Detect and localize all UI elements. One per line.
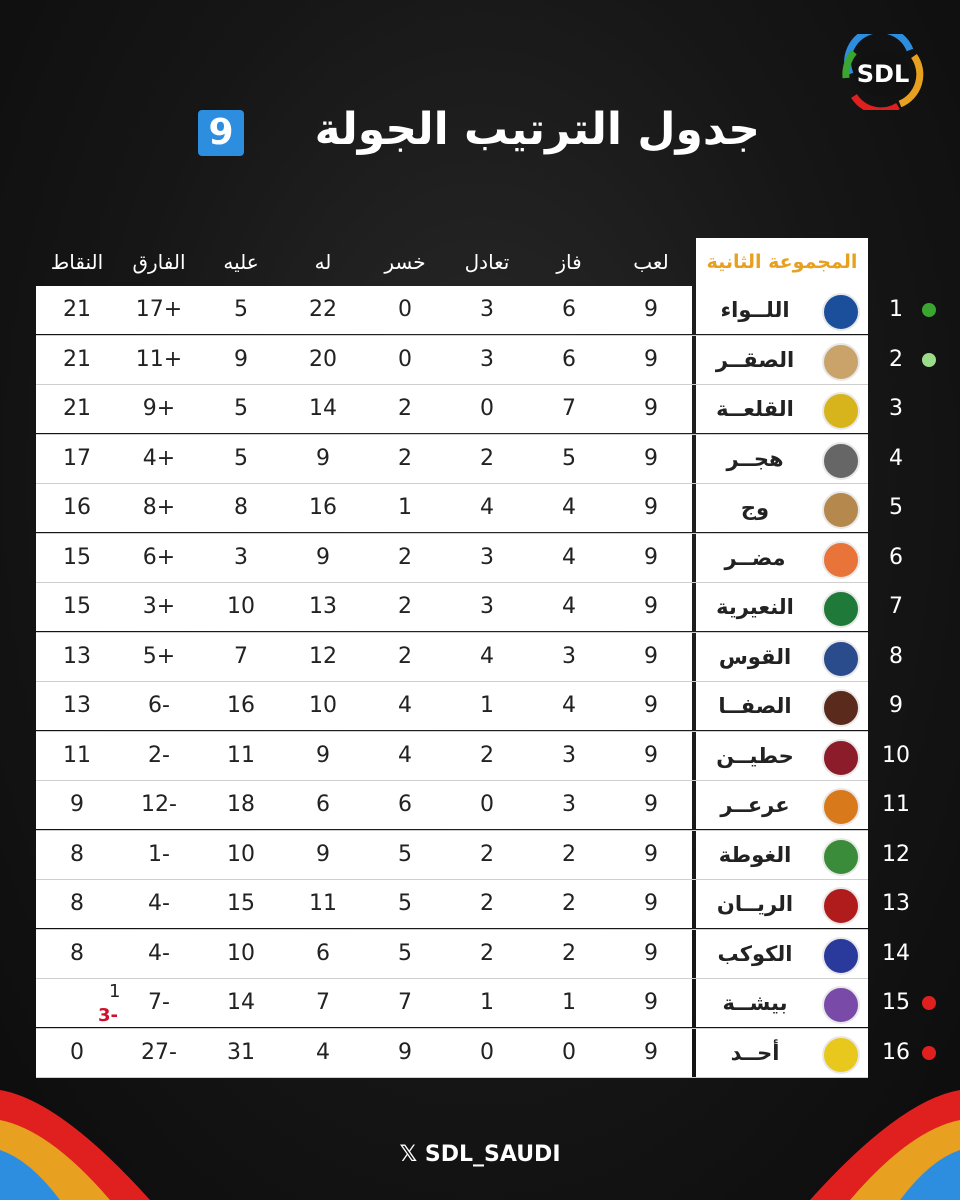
table-row <box>36 534 903 584</box>
played-value: 9 <box>644 495 658 520</box>
header-won: فاز <box>556 250 582 274</box>
team-logo-icon <box>822 590 860 628</box>
ga-value: 31 <box>227 1039 255 1065</box>
points-value: 11 <box>63 742 91 768</box>
drawn-value: 2 <box>480 445 494 471</box>
standings-table <box>36 286 910 1078</box>
table-row <box>36 583 903 633</box>
won-value: 7 <box>562 396 576 421</box>
header-points: النقاط <box>50 250 104 274</box>
won-value: 2 <box>562 841 576 867</box>
gf-value: 20 <box>309 346 337 372</box>
table-row <box>36 732 910 782</box>
ga-value: 10 <box>227 940 255 966</box>
rank-number: 4 <box>889 445 903 471</box>
status-dot-icon <box>922 303 936 317</box>
points-value: 0 <box>70 1039 84 1065</box>
rank-number: 12 <box>882 841 910 867</box>
drawn-value: 1 <box>480 990 494 1015</box>
gf-value: 7 <box>316 990 330 1015</box>
team-name: الكوكب <box>717 941 793 966</box>
decor-swoosh-right-icon <box>810 1080 960 1200</box>
diff-value: 5+ <box>142 643 176 669</box>
won-value: 4 <box>562 693 576 718</box>
lost-value: 0 <box>398 297 412 322</box>
diff-value: 11+ <box>135 346 183 372</box>
diff-value: 27- <box>141 1039 177 1065</box>
ga-value: 11 <box>227 742 255 768</box>
team-logo-icon <box>822 1036 860 1074</box>
diff-value: 4- <box>148 891 170 916</box>
played-value: 9 <box>644 693 658 718</box>
team-name: عرعــر <box>720 793 790 817</box>
points-value: 13 <box>63 693 91 718</box>
team-logo-icon <box>822 937 860 975</box>
ga-value: 8 <box>234 495 248 520</box>
played-value: 9 <box>644 396 658 421</box>
rank-number: 8 <box>889 643 903 669</box>
played-value: 9 <box>644 841 658 867</box>
played-value: 9 <box>644 742 658 768</box>
team-logo-icon <box>822 887 860 925</box>
diff-value: 6- <box>148 693 170 718</box>
won-value: 2 <box>562 940 576 966</box>
table-header <box>36 238 868 286</box>
diff-value: 1- <box>148 841 170 867</box>
gf-value: 6 <box>316 792 330 817</box>
table-row <box>36 286 903 336</box>
lost-value: 5 <box>398 940 412 966</box>
rank-number: 11 <box>882 792 910 817</box>
lost-value: 2 <box>398 594 412 619</box>
drawn-value: 2 <box>480 940 494 966</box>
table-row <box>36 930 910 980</box>
gf-value: 9 <box>316 544 330 570</box>
status-dot-icon <box>922 1046 936 1060</box>
table-row <box>36 435 903 485</box>
team-name: القلعــة <box>716 397 794 421</box>
drawn-value: 2 <box>480 742 494 768</box>
ga-value: 15 <box>227 891 255 916</box>
lost-value: 2 <box>398 544 412 570</box>
gf-value: 10 <box>309 693 337 718</box>
table-row <box>36 385 903 435</box>
rank-number: 14 <box>882 940 910 966</box>
ga-value: 7 <box>234 643 248 669</box>
diff-value: 4- <box>148 940 170 966</box>
decor-swoosh-left-icon <box>0 1080 150 1200</box>
lost-value: 2 <box>398 445 412 471</box>
ga-value: 3 <box>234 544 248 570</box>
header-played: لعب <box>633 250 669 274</box>
team-name: الغوطة <box>718 842 792 867</box>
lost-value: 0 <box>398 346 412 372</box>
page-title: جدول الترتيب الجولة <box>314 104 760 155</box>
played-value: 9 <box>644 445 658 471</box>
gf-value: 4 <box>316 1039 330 1065</box>
team-name: اللــواء <box>720 298 790 322</box>
played-value: 9 <box>644 940 658 966</box>
lost-value: 5 <box>398 841 412 867</box>
header-diff: الفارق <box>132 250 186 274</box>
lost-value: 6 <box>398 792 412 817</box>
won-value: 3 <box>562 742 576 768</box>
ga-value: 16 <box>227 693 255 718</box>
team-logo-icon <box>822 788 860 826</box>
title-bar <box>0 100 960 170</box>
lost-value: 5 <box>398 891 412 916</box>
table-row <box>36 880 910 930</box>
gf-value: 9 <box>316 742 330 768</box>
lost-value: 9 <box>398 1039 412 1065</box>
team-logo-icon <box>822 986 860 1024</box>
lost-value: 4 <box>398 742 412 768</box>
team-logo-icon <box>822 491 860 529</box>
team-name: الصفــا <box>718 694 792 718</box>
diff-value: 7- <box>148 990 170 1015</box>
team-logo-icon <box>822 739 860 777</box>
points-value: 21 <box>63 346 91 372</box>
drawn-value: 4 <box>480 495 494 520</box>
status-dot-icon <box>922 996 936 1010</box>
points-value: 1 <box>109 981 121 1002</box>
lost-value: 4 <box>398 693 412 718</box>
team-name: القوس <box>718 644 792 669</box>
table-row <box>36 633 903 683</box>
ga-value: 18 <box>227 792 255 817</box>
won-value: 4 <box>562 594 576 619</box>
ga-value: 14 <box>227 990 255 1015</box>
won-value: 0 <box>562 1039 576 1065</box>
drawn-value: 2 <box>480 841 494 867</box>
diff-value: 2- <box>148 742 170 768</box>
played-value: 9 <box>644 891 658 916</box>
round-badge: 9 <box>198 110 244 156</box>
points-value: 8 <box>70 891 84 916</box>
played-value: 9 <box>644 297 658 322</box>
diff-value: 9+ <box>142 396 176 421</box>
team-name: بيشــة <box>722 991 788 1015</box>
rank-number: 3 <box>889 396 903 421</box>
team-name: هجــر <box>726 446 784 471</box>
diff-value: 6+ <box>142 544 176 570</box>
lost-value: 2 <box>398 643 412 669</box>
points-value: 13 <box>63 643 91 669</box>
rank-number: 13 <box>882 891 910 916</box>
diff-value: 8+ <box>142 495 176 520</box>
rank-number: 7 <box>889 594 903 619</box>
rank-number: 10 <box>882 742 910 768</box>
team-logo-icon <box>822 392 860 430</box>
won-value: 6 <box>562 346 576 372</box>
played-value: 9 <box>644 1039 658 1065</box>
points-value: 15 <box>63 544 91 570</box>
points-value: 15 <box>63 594 91 619</box>
ga-value: 5 <box>234 396 248 421</box>
lost-value: 1 <box>398 495 412 520</box>
team-logo-icon <box>822 293 860 331</box>
drawn-value: 3 <box>480 544 494 570</box>
rank-number: 2 <box>889 346 903 372</box>
rank-number: 9 <box>889 693 903 718</box>
team-logo-icon <box>822 640 860 678</box>
team-name: النعيرية <box>716 595 794 619</box>
gf-value: 9 <box>316 445 330 471</box>
points-value: 9 <box>70 792 84 817</box>
played-value: 9 <box>644 346 658 372</box>
gf-value: 9 <box>316 841 330 867</box>
table-row <box>36 831 910 881</box>
won-value: 1 <box>562 990 576 1015</box>
ga-value: 10 <box>227 594 255 619</box>
ga-value: 9 <box>234 346 248 372</box>
lost-value: 2 <box>398 396 412 421</box>
played-value: 9 <box>644 792 658 817</box>
won-value: 3 <box>562 792 576 817</box>
points-value: 8 <box>70 940 84 966</box>
diff-value: 17+ <box>135 297 183 322</box>
ga-value: 5 <box>234 445 248 471</box>
header-goals-for: له <box>314 250 332 274</box>
team-name: الصقــر <box>715 347 795 372</box>
drawn-value: 3 <box>480 594 494 619</box>
rank-number: 16 <box>882 1039 910 1065</box>
group-title: المجموعة الثانية <box>696 238 868 286</box>
gf-value: 12 <box>309 643 337 669</box>
table-row <box>36 979 910 1029</box>
points-cell <box>36 979 121 1027</box>
won-value: 5 <box>562 445 576 471</box>
diff-value: 3+ <box>142 594 176 619</box>
rank-number: 6 <box>889 544 903 570</box>
team-name: حطيــن <box>716 743 794 768</box>
status-dot-icon <box>922 353 936 367</box>
team-logo-icon <box>822 689 860 727</box>
points-value: 21 <box>63 297 91 322</box>
won-value: 2 <box>562 891 576 916</box>
team-logo-icon <box>822 541 860 579</box>
played-value: 9 <box>644 594 658 619</box>
team-name: مضــر <box>724 545 786 570</box>
lost-value: 7 <box>398 990 412 1015</box>
won-value: 4 <box>562 544 576 570</box>
gf-value: 22 <box>309 297 337 322</box>
table-row <box>36 781 910 831</box>
team-logo-icon <box>822 343 860 381</box>
gf-value: 11 <box>309 891 337 916</box>
won-value: 3 <box>562 643 576 669</box>
drawn-value: 3 <box>480 346 494 372</box>
drawn-value: 3 <box>480 297 494 322</box>
x-icon: 𝕏 <box>399 1142 418 1167</box>
won-value: 4 <box>562 495 576 520</box>
table-row <box>36 336 903 386</box>
gf-value: 16 <box>309 495 337 520</box>
points-value: 17 <box>63 445 91 471</box>
table-row <box>36 682 903 732</box>
points-value: 8 <box>70 841 84 867</box>
drawn-value: 2 <box>480 891 494 916</box>
header-goals-against: عليه <box>223 250 259 274</box>
drawn-value: 1 <box>480 693 494 718</box>
rank-number: 5 <box>889 495 903 520</box>
drawn-value: 0 <box>480 1039 494 1065</box>
drawn-value: 0 <box>480 792 494 817</box>
team-name: الريــان <box>716 892 794 916</box>
drawn-value: 0 <box>480 396 494 421</box>
team-name: وج <box>740 496 770 520</box>
played-value: 9 <box>644 643 658 669</box>
team-logo-icon <box>822 838 860 876</box>
played-value: 9 <box>644 990 658 1015</box>
points-deduction: 3- <box>98 1005 118 1026</box>
header-drawn: تعادل <box>464 250 510 274</box>
drawn-value: 4 <box>480 643 494 669</box>
points-value: 21 <box>63 396 91 421</box>
team-logo-icon <box>822 442 860 480</box>
won-value: 6 <box>562 297 576 322</box>
header-lost: خسر <box>384 250 426 274</box>
points-value: 16 <box>63 495 91 520</box>
gf-value: 13 <box>309 594 337 619</box>
played-value: 9 <box>644 544 658 570</box>
table-row <box>36 484 903 534</box>
rank-number: 1 <box>889 297 903 322</box>
ga-value: 10 <box>227 841 255 867</box>
table-row <box>36 1029 910 1079</box>
diff-value: 12- <box>141 792 177 817</box>
ga-value: 5 <box>234 297 248 322</box>
handle-text: SDL_SAUDI <box>424 1142 561 1167</box>
gf-value: 14 <box>309 396 337 421</box>
diff-value: 4+ <box>142 445 176 471</box>
team-name: أحــد <box>730 1040 780 1065</box>
gf-value: 6 <box>316 940 330 966</box>
rank-number: 15 <box>882 990 910 1015</box>
logo-text: SDL <box>856 60 910 88</box>
